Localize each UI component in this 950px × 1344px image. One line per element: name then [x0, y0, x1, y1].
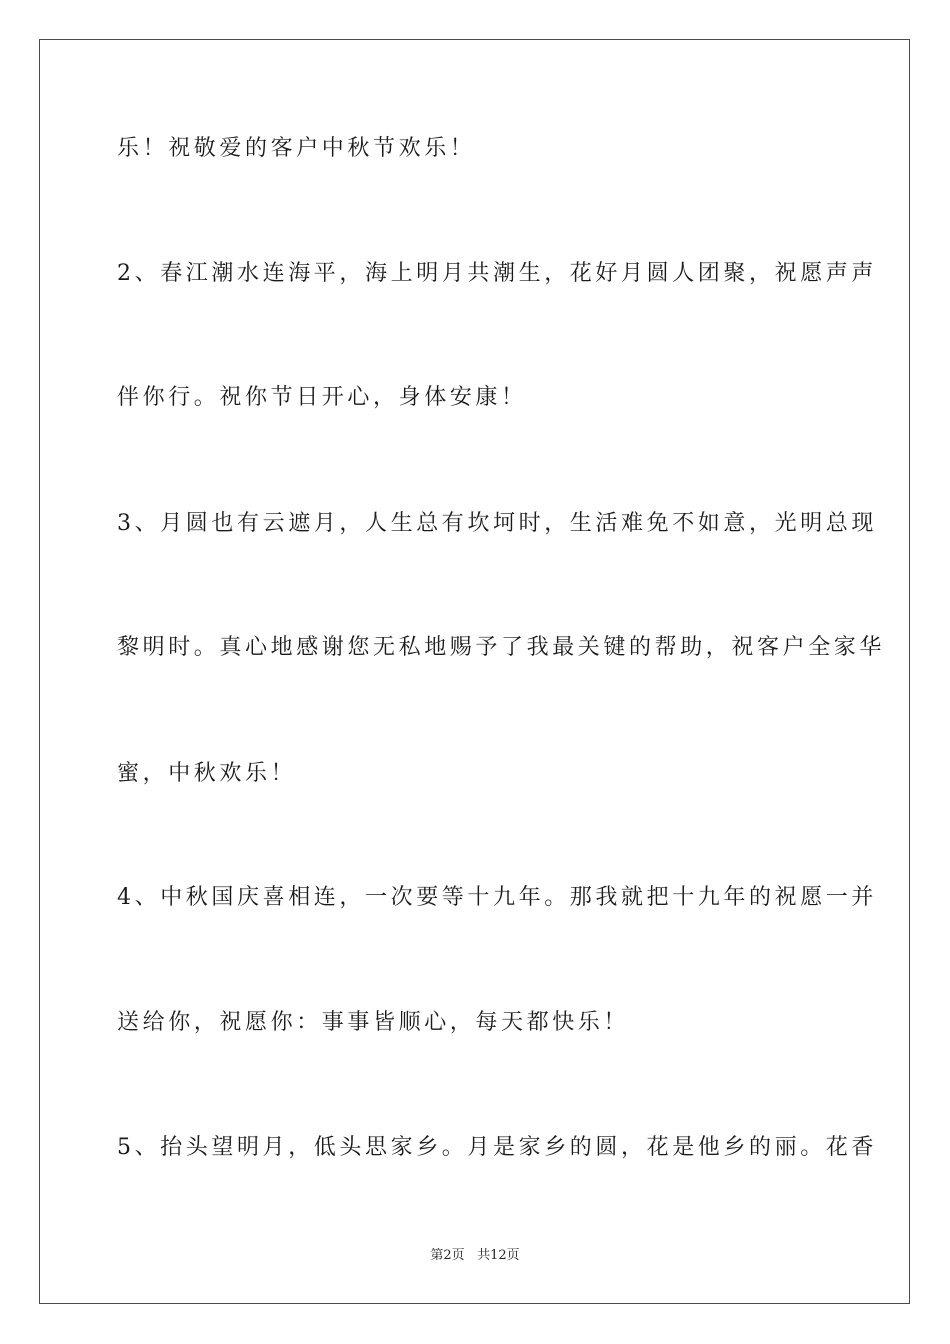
- page-number: 第2页: [430, 1248, 465, 1263]
- text-line: 2、春江潮水连海平，海上明月共潮生，花好月圆人团聚，祝愿声声: [117, 261, 877, 286]
- page-footer: [0, 1247, 950, 1265]
- text-line: 5、抬头望明月，低头思家乡。月是家乡的圆，花是他乡的丽。花香: [117, 1135, 877, 1160]
- text-line: 乐！祝敬爱的客户中秋节欢乐！: [117, 136, 476, 161]
- page-border: [39, 39, 910, 1304]
- text-line: 3、月圆也有云遮月，人生总有坎坷时，生活难免不如意，光明总现: [117, 511, 877, 536]
- text-line: 送给你，祝愿你：事事皆顺心，每天都快乐！: [117, 1010, 630, 1035]
- text-line: 蜜，中秋欢乐！: [117, 761, 297, 786]
- text-line: 黎明时。真心地感谢您无私地赐予了我最关键的帮助，祝客户全家华: [117, 635, 886, 660]
- text-line: 伴你行。祝你节日开心，身体安康！: [117, 385, 527, 410]
- text-line: 4、中秋国庆喜相连，一次要等十九年。那我就把十九年的祝愿一并: [117, 885, 877, 910]
- page-total: 共12页: [477, 1248, 520, 1263]
